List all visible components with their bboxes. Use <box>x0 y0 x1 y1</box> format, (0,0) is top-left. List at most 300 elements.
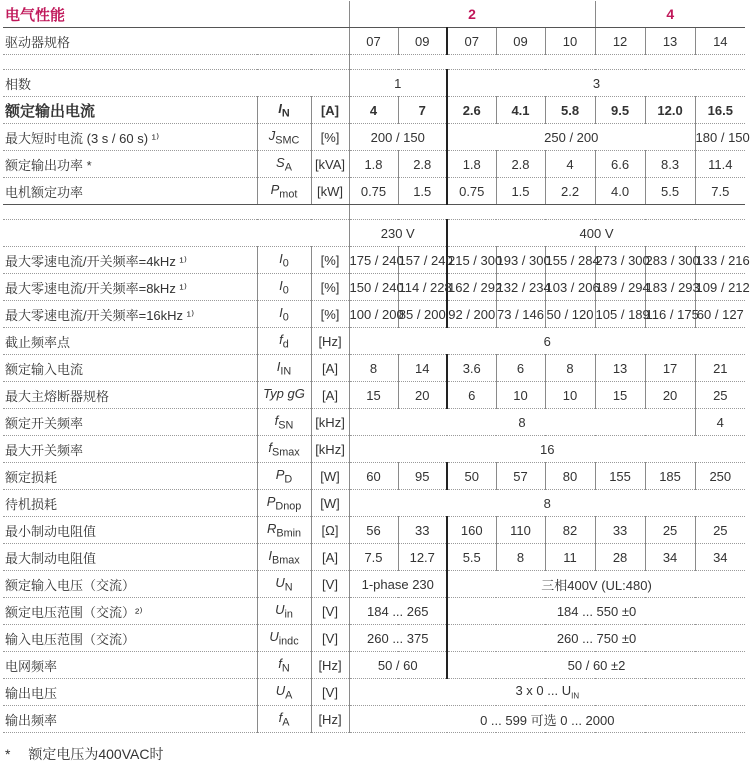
value-cell <box>595 517 645 544</box>
row-label: 最大零速电流/开关频率=16kHz ¹⁾ <box>3 301 257 328</box>
value-cell <box>398 463 447 490</box>
value-text: 92 / 200 <box>448 306 496 322</box>
value-text: 175 / 240 <box>349 252 404 268</box>
value-text: 215 / 300 <box>448 252 503 268</box>
value-text: 33 <box>415 522 430 538</box>
value-text: 103 / 206 <box>545 279 600 295</box>
value-cell <box>595 301 650 328</box>
value-text: 0.75 <box>459 183 485 199</box>
value-text: 8 <box>518 414 526 430</box>
value-text: 8 <box>543 495 551 511</box>
phases-row <box>3 70 745 97</box>
value-cell <box>349 97 398 124</box>
symbol-letter: J <box>268 127 276 143</box>
value-cell <box>398 274 452 301</box>
value-cell <box>349 652 447 679</box>
value-cell <box>349 328 745 355</box>
value-cell <box>595 463 645 490</box>
value-subscript: IN <box>571 691 580 701</box>
symbol <box>257 625 311 652</box>
value-cell <box>496 178 545 205</box>
value-text: 82 <box>562 522 578 538</box>
row-label: 输出电压 <box>3 679 257 706</box>
value-cell <box>398 151 447 178</box>
value-cell <box>349 151 398 178</box>
value-cell <box>645 97 695 124</box>
value-text: 250 <box>709 468 732 484</box>
value-text: 14 <box>415 360 430 376</box>
drive-size-row <box>3 28 745 55</box>
row-label: 额定输出功率 * <box>3 151 257 178</box>
symbol-letter: f <box>278 709 283 725</box>
zero-speed-current-8khz-row <box>3 274 745 301</box>
unit: [Hz] <box>311 328 349 355</box>
value-text: 3.6 <box>462 360 481 376</box>
symbol <box>257 571 311 598</box>
value-text: 10 <box>562 387 578 403</box>
value-cell <box>645 178 695 205</box>
row-label: 最大零速电流/开关频率=8kHz ¹⁾ <box>3 274 257 301</box>
symbol-subscript: D <box>284 473 293 486</box>
cutoff-frequency-row <box>3 328 745 355</box>
motor-rated-power-row <box>3 178 745 205</box>
value-cell <box>496 355 545 382</box>
symbol-letter: P <box>266 493 276 509</box>
value-cell <box>349 571 447 598</box>
value-text: 8 <box>566 360 574 376</box>
value-text: 25 <box>713 522 728 538</box>
value-text: 180 / 150 <box>695 129 750 145</box>
footnote-mark: * <box>5 746 11 762</box>
value-cell <box>545 178 595 205</box>
value-text: 184 ... 550 ±0 <box>556 603 637 619</box>
value-text: 2.8 <box>511 156 530 172</box>
group-4-header: 4 <box>595 1 745 28</box>
drive-size-cell: 07 <box>349 28 398 55</box>
value-cell <box>496 382 545 409</box>
value-cell <box>645 544 695 571</box>
value-text: 11 <box>563 549 577 565</box>
symbol <box>257 124 311 151</box>
value-cell <box>447 463 496 490</box>
unit: [V] <box>311 679 349 706</box>
value-text: 12.7 <box>409 549 435 565</box>
value-cell <box>349 124 447 151</box>
value-text: 8 <box>516 549 525 565</box>
value-text: 100 / 200 <box>349 306 404 322</box>
value-cell <box>398 382 447 409</box>
table-title: 电气性能 <box>3 1 257 28</box>
value-text: 155 / 284 <box>545 252 600 268</box>
row-label: 相数 <box>3 70 257 97</box>
value-cell <box>695 382 745 409</box>
phases-one: 1 <box>349 70 447 97</box>
value-cell <box>595 274 650 301</box>
rated-output-power-row <box>3 151 745 178</box>
symbol <box>257 409 311 436</box>
rated-input-voltage-row <box>3 571 745 598</box>
input-voltage-range-row <box>3 625 745 652</box>
voltage-400: 400 V <box>447 220 745 247</box>
mains-frequency-row <box>3 652 745 679</box>
value-text: 183 / 293 <box>645 279 700 295</box>
value-text: 6.6 <box>611 156 630 172</box>
drive-size-cell: 14 <box>695 28 745 55</box>
unit: [%] <box>311 301 349 328</box>
row-label: 输出频率 <box>3 706 257 733</box>
value-cell <box>349 301 404 328</box>
symbol-letter: Typ gG <box>263 385 305 401</box>
unit: [kHz] <box>311 409 349 436</box>
unit: [Hz] <box>311 652 349 679</box>
value-cell <box>349 625 447 652</box>
symbol <box>257 97 311 124</box>
value-text: 2.8 <box>413 156 432 172</box>
symbol <box>257 652 311 679</box>
zero-speed-current-4khz-row <box>3 247 745 274</box>
value-cell <box>695 409 745 436</box>
value-cell <box>349 598 447 625</box>
rated-losses-row <box>3 463 745 490</box>
symbol-subscript: N <box>281 107 290 120</box>
value-cell <box>349 355 398 382</box>
value-text: 2.2 <box>560 183 580 199</box>
value-cell <box>545 517 595 544</box>
value-cell <box>398 517 447 544</box>
unit: [Ω] <box>311 517 349 544</box>
value-cell <box>645 382 695 409</box>
symbol-letter: P <box>275 466 285 482</box>
value-text: 34 <box>713 549 728 565</box>
value-text: 15 <box>612 387 628 403</box>
value-text: 95 <box>415 468 430 484</box>
symbol-letter: U <box>275 574 285 590</box>
rated-input-current-row <box>3 355 745 382</box>
unit: [V] <box>311 571 349 598</box>
unit: [A] <box>311 382 349 409</box>
value-cell <box>695 274 750 301</box>
value-cell <box>545 151 595 178</box>
value-text: 33 <box>612 522 628 538</box>
value-text: 12.0 <box>657 102 683 118</box>
value-cell <box>695 544 745 571</box>
value-cell <box>349 517 398 544</box>
footnote <box>5 744 177 764</box>
value-text: 4 <box>716 414 724 430</box>
value-cell <box>645 151 695 178</box>
value-text: 189 / 294 <box>595 279 650 295</box>
value-text: 7.5 <box>711 183 730 199</box>
symbol-letter: f <box>279 331 283 347</box>
value-cell <box>398 355 447 382</box>
value-text: 110 <box>510 522 531 538</box>
symbol-subscript: N <box>281 662 290 675</box>
value-cell <box>398 178 447 205</box>
header-row <box>3 1 745 28</box>
value-cell <box>447 151 496 178</box>
row-label: 最大制动电阻值 <box>3 544 257 571</box>
symbol-subscript: A <box>285 689 293 702</box>
row-label: 额定损耗 <box>3 463 257 490</box>
voltage-230: 230 V <box>349 220 447 247</box>
value-cell <box>595 97 645 124</box>
rated-voltage-range-row <box>3 598 745 625</box>
symbol-letter: I <box>276 358 281 374</box>
value-cell <box>645 301 699 328</box>
symbol-subscript: Smax <box>271 446 300 459</box>
max-switching-frequency-row <box>3 436 745 463</box>
drive-size-cell: 10 <box>545 28 595 55</box>
value-text: 155 <box>609 468 631 484</box>
value-text: 8 <box>369 360 378 376</box>
value-cell <box>695 301 745 328</box>
symbol-subscript: SMC <box>275 134 300 147</box>
symbol <box>257 178 311 205</box>
value-cell <box>545 463 595 490</box>
value-cell <box>398 247 453 274</box>
value-cell <box>496 247 551 274</box>
value-cell <box>695 124 750 151</box>
symbol-subscript: N <box>284 581 293 594</box>
min-braking-resistance-row <box>3 517 745 544</box>
value-text: 80 <box>562 468 578 484</box>
value-cell <box>645 274 700 301</box>
symbol <box>257 706 311 733</box>
row-label: 最小制动电阻值 <box>3 517 257 544</box>
unit: [%] <box>311 274 349 301</box>
symbol-subscript: Bmin <box>276 527 302 540</box>
value-text: 21 <box>713 360 728 376</box>
unit: [Hz] <box>311 706 349 733</box>
footnote-text: 额定电压为400VAC时 <box>28 746 164 762</box>
value-cell <box>695 178 745 205</box>
value-cell <box>695 517 745 544</box>
symbol-subscript: Dnop <box>275 500 302 513</box>
value-cell <box>545 301 595 328</box>
symbol <box>257 274 311 301</box>
spec-table <box>3 1 750 733</box>
value-cell <box>349 679 745 706</box>
symbol-subscript: d <box>282 338 289 351</box>
value-cell <box>349 490 745 517</box>
row-label: 最大零速电流/开关频率=4kHz ¹⁾ <box>3 247 257 274</box>
unit: [V] <box>311 598 349 625</box>
max-fuse-rating-row <box>3 382 745 409</box>
symbol-subscript: in <box>284 608 293 621</box>
value-cell <box>545 544 595 571</box>
value-text: 109 / 212 <box>695 279 750 295</box>
drive-size-cell: 12 <box>595 28 645 55</box>
value-text: 5.8 <box>560 102 580 118</box>
symbol-letter: U <box>275 601 285 617</box>
spacer-cell <box>349 205 745 220</box>
empty-cell <box>3 220 349 247</box>
value-cell <box>496 97 545 124</box>
value-cell <box>695 463 745 490</box>
value-cell <box>447 382 496 409</box>
value-cell <box>595 544 645 571</box>
symbol-letter: I <box>279 277 283 293</box>
value-text: 160 <box>460 522 483 538</box>
row-label: 电机额定功率 <box>3 178 257 205</box>
value-text: 6 <box>543 333 551 349</box>
value-text: 283 / 300 <box>645 252 700 268</box>
value-text: 7 <box>418 102 426 118</box>
unit: [A] <box>311 544 349 571</box>
value-text: 34 <box>662 549 678 565</box>
value-text: 9.5 <box>611 102 630 118</box>
value-cell <box>349 247 404 274</box>
value-text: 273 / 300 <box>595 252 650 268</box>
value-cell <box>349 178 398 205</box>
rated-output-current-row <box>3 97 745 124</box>
value-cell <box>545 355 595 382</box>
symbol <box>257 463 311 490</box>
value-text: 0.75 <box>360 183 387 199</box>
symbol-subscript: IN <box>280 365 292 378</box>
value-cell <box>595 382 645 409</box>
spacer-row <box>3 205 745 220</box>
value-cell <box>349 706 745 733</box>
symbol <box>257 247 311 274</box>
unit: [A] <box>311 97 349 124</box>
value-text: 260 ... 375 <box>367 630 429 646</box>
symbol-subscript: Bmax <box>271 554 300 567</box>
value-cell <box>645 247 700 274</box>
value-text: 5.5 <box>462 549 481 565</box>
value-cell <box>695 247 750 274</box>
unit: [A] <box>311 355 349 382</box>
symbol-subscript: A <box>282 716 290 729</box>
symbol <box>257 382 311 409</box>
drive-size-cell: 13 <box>645 28 695 55</box>
value-text: 50 / 60 <box>377 657 418 673</box>
value-text: 6 <box>468 387 476 403</box>
value-text: 193 / 300 <box>496 252 551 268</box>
value-text: 162 / 292 <box>448 279 503 295</box>
standby-losses-row <box>3 490 745 517</box>
value-text: 50 <box>464 468 479 484</box>
output-voltage-row <box>3 679 745 706</box>
row-label: 最大短时电流 (3 s / 60 s) ¹⁾ <box>3 124 257 151</box>
unit: [%] <box>311 247 349 274</box>
value-cell <box>595 247 650 274</box>
drive-size-cell: 09 <box>398 28 447 55</box>
value-text: 50 / 120 <box>546 306 594 322</box>
value-text: 185 <box>659 468 681 484</box>
row-label: 驱动器规格 <box>3 28 257 55</box>
unit: [V] <box>311 625 349 652</box>
value-text: 56 <box>366 522 381 538</box>
value-cell <box>496 517 545 544</box>
unit: [W] <box>311 490 349 517</box>
value-cell <box>447 274 503 301</box>
value-cell <box>447 598 745 625</box>
value-text: 3 x 0 ... U <box>515 683 572 699</box>
symbol-letter: R <box>266 520 277 536</box>
value-text: 0 ... 599 可选 0 ... 2000 <box>480 712 615 728</box>
symbol-letter: I <box>279 304 283 320</box>
value-text: 260 ... 750 ±0 <box>556 630 637 646</box>
symbol-letter: U <box>275 682 286 698</box>
value-text: 132 / 234 <box>496 279 551 295</box>
value-text: 25 <box>662 522 678 538</box>
value-cell <box>447 97 496 124</box>
value-text: 11.4 <box>708 156 733 172</box>
value-cell <box>447 517 496 544</box>
value-cell <box>398 301 447 328</box>
value-cell <box>349 436 745 463</box>
value-cell <box>349 409 695 436</box>
value-text: 116 / 175 <box>645 306 699 322</box>
symbol-subscript: indc <box>278 635 299 648</box>
symbol <box>257 598 311 625</box>
drive-size-cell: 07 <box>447 28 496 55</box>
value-text: 16 <box>540 441 555 457</box>
row-label: 最大开关频率 <box>3 436 257 463</box>
symbol-subscript: 0 <box>282 311 289 324</box>
value-text: 133 / 216 <box>695 252 750 268</box>
symbol <box>257 517 311 544</box>
spacer-cell <box>3 205 349 220</box>
value-cell <box>447 652 745 679</box>
value-text: 28 <box>612 549 628 565</box>
value-cell <box>545 97 595 124</box>
value-cell <box>496 274 551 301</box>
value-cell <box>496 544 545 571</box>
value-cell <box>398 544 447 571</box>
value-text: 7.5 <box>364 549 383 565</box>
value-cell <box>695 97 745 124</box>
value-cell <box>595 178 645 205</box>
value-cell <box>398 97 447 124</box>
max-short-time-current-row <box>3 124 745 151</box>
value-cell <box>496 151 545 178</box>
value-text: 200 / 150 <box>370 129 425 145</box>
value-cell <box>447 625 745 652</box>
value-text: 15 <box>366 387 381 403</box>
value-text: 1.5 <box>413 183 432 199</box>
row-label: 截止频率点 <box>3 328 257 355</box>
value-text: 105 / 189 <box>595 306 650 322</box>
value-cell <box>545 382 595 409</box>
symbol <box>257 544 311 571</box>
value-cell <box>645 463 695 490</box>
value-cell <box>447 178 496 205</box>
value-cell <box>595 151 645 178</box>
symbol-subscript: SN <box>278 419 294 432</box>
value-cell <box>595 355 645 382</box>
value-text: 184 ... 265 <box>367 603 429 619</box>
rated-switching-frequency-row <box>3 409 745 436</box>
value-text: 73 / 146 <box>497 306 544 322</box>
value-cell <box>496 301 545 328</box>
value-cell <box>349 544 398 571</box>
value-text: 4 <box>369 102 378 118</box>
value-text: 250 / 200 <box>544 129 599 145</box>
value-text: 4 <box>566 156 574 172</box>
value-text: 5.5 <box>661 183 680 199</box>
max-braking-resistance-row <box>3 544 745 571</box>
value-text: 20 <box>415 387 430 403</box>
symbol-letter: P <box>270 181 280 197</box>
symbol <box>257 679 311 706</box>
value-cell <box>447 247 503 274</box>
value-cell <box>349 274 404 301</box>
row-label: 输入电压范围（交流） <box>3 625 257 652</box>
symbol <box>257 328 311 355</box>
row-label: 电网频率 <box>3 652 257 679</box>
